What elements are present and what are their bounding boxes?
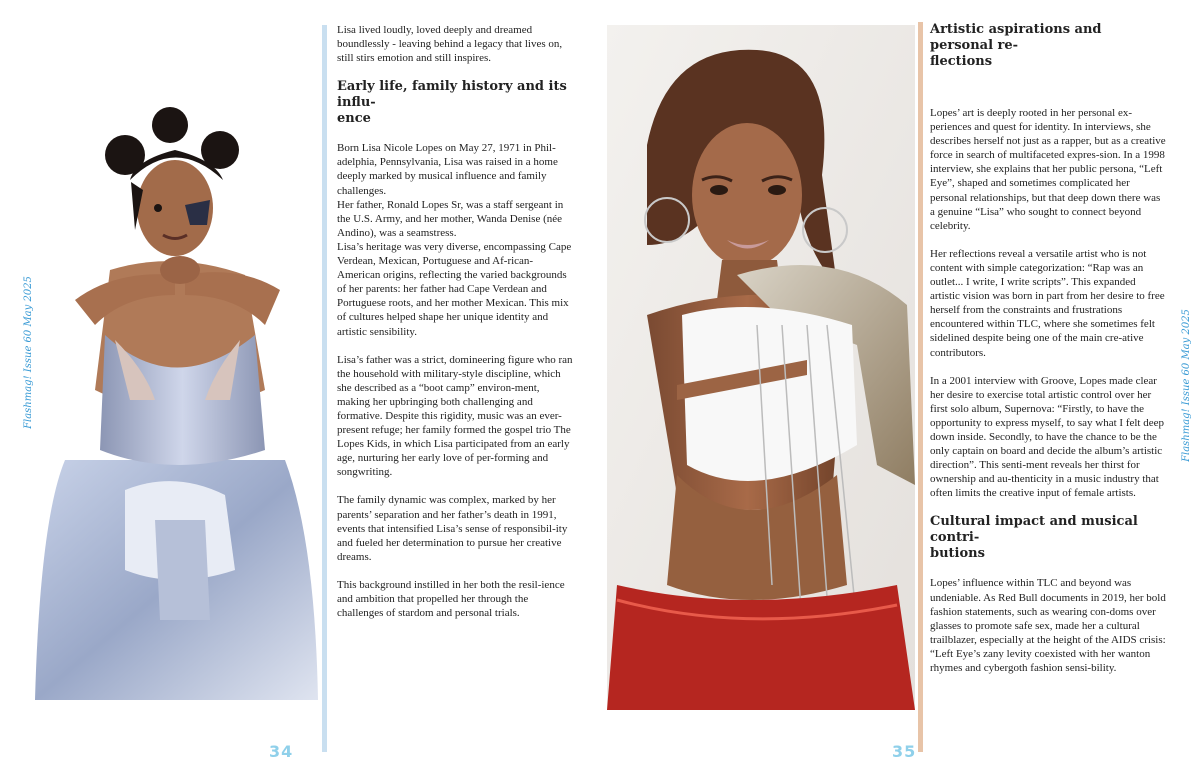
paragraph: Lopes’ influence within TLC and beyond was undeniable. As Red Bull documents in 2019, her bold fashion statements, such as wearing con-doms over glasses to promote safe sex, made her a cultural trailblazer, especially at the height of the AIDS crisis: “Left Eye’s zany levity coexisted with her wanton rhymes and cybergoth fashion sensi-bility. [930, 577, 1166, 674]
paragraph: Lisa’s father was a strict, domineering figure who ran the household with military-style discipline, which she described as a “boot camp” environ-ment, making her upbringing both challenging and formative. Despite this rigidity, music was an ever-present refuge; her family formed the gospel trio The Lopes Kids, in which Lisa participated from an early age, nurturing her early love of per-forming and songwriting. [337, 353, 573, 479]
paragraph: Lopes’ art is deeply rooted in her personal ex-periences and quest for identity. In interviews, she describes herself not just as a rapper, but as a creative force in search of multifaceted expres-sion. In a 1998 interview, she explains that her public persona, “Left Eye”, shaped and sometimes complicated her personal relationships, but that deep down there was a genuine “Lisa” who sought to connect beyond celebrity. [930, 107, 1166, 232]
paragraph: Her reflections reveal a versatile artist who is not content with simple categorization: “Rap was an outlet... I write, I write scripts”. This expanded artistic vision was born in part from her desire to free herself from the constraints and frustrations encountered within TLC, where she sometimes felt sidelined despite being one of the main cre-ative contributors. [930, 247, 1165, 359]
accent-bar-left [322, 25, 327, 752]
intro-paragraph: Lisa lived loudly, loved deeply and dreamed boundlessly - leaving behind a legacy that lives on, still stirs emotion and still inspires. [337, 24, 563, 65]
article-column-right [930, 22, 1166, 689]
issue-label-left: Flashmag! Issue 60 May 2025 [22, 276, 34, 429]
paragraph: The family dynamic was complex, marked by her parents’ separation and her father’s death in 1991, events that intensified Lisa’s sense of responsibil-ity and fueled her determination to pursue her creative dreams. [337, 494, 568, 563]
page-number-right: 35 [892, 742, 917, 761]
issue-label-right: Flashmag! Issue 60 May 2025 [1180, 309, 1192, 462]
photo-right-portrait [607, 25, 915, 710]
paragraph: This background instilled in her both the resil-ience and ambition that propelled her through the challenges of stardom and personal trials. [337, 578, 565, 620]
photo-left-portrait [35, 100, 318, 700]
paragraph: Born Lisa Nicole Lopes on May 27, 1971 in Phil-adelphia, Pennsylvania, Lisa was raised in a home deeply marked by musical influence and family challenges. Her father, Ronald Lopes Sr, was a staff sergeant in the U.S. Army, and her mother, Wanda Denise (née Andino), was a seamstress. Lisa’s heritage was very diverse, encompassing Cape Verdean, Mexican, Portuguese and Af-rican-American origins, reflecting the varied backgrounds of her parents: her father had Cape Verdean and Portuguese roots, and her mother Mexican. This mix of cultures helped shape her unique identity and artistic sensibility. [337, 142, 572, 338]
accent-bar-right [918, 22, 923, 752]
article-column-left [337, 23, 575, 634]
heading-artistic-aspirations: Artistic aspirations and personal re- flections [930, 22, 1102, 69]
page-number-left: 34 [269, 742, 294, 761]
paragraph: In a 2001 interview with Groove, Lopes made clear her desire to exercise total artistic control over her first solo album, Supernova: “Firstly, to have the opportunity to express myself, to say what I felt deep down inside. Secondly, to have the chance to be the only captain on board and decide the album’s artistic direction”. This senti-ment reveals her thirst for ownership and au-thenticity in a music industry that often limits the creative input of female artists. [930, 374, 1165, 500]
heading-cultural-impact: Cultural impact and musical contri- butions [930, 514, 1138, 562]
heading-early-life: Early life, family history and its influ- ence [337, 79, 567, 127]
